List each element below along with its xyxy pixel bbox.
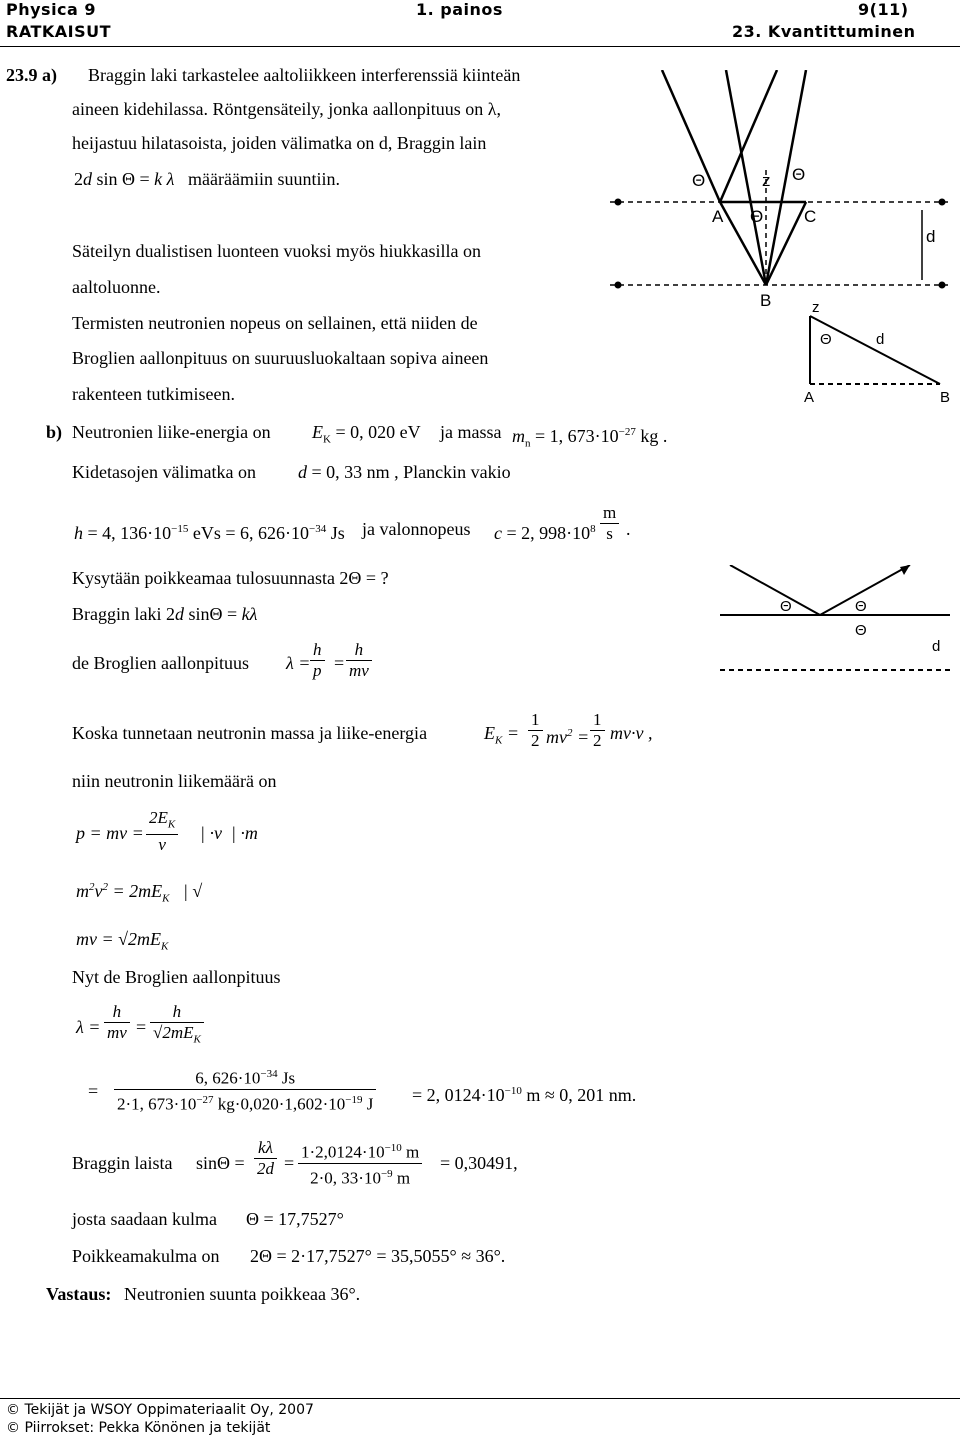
- text-line: ja valonnopeus: [362, 519, 471, 539]
- mv2: $mv^2$ =: [546, 727, 590, 747]
- text-line: Poikkeamakulma on: [72, 1246, 220, 1266]
- theta-value: Θ = 17,7527°: [246, 1209, 344, 1229]
- theta-label: Θ: [780, 598, 792, 615]
- kinetic-energy-value: $E_K = 0$, 020 eV: [312, 422, 421, 446]
- part-b-label: b): [46, 422, 63, 442]
- text-line: Koska tunnetaan neutronin massa ja liike-energia: [72, 723, 428, 743]
- ray-lines: [720, 565, 950, 670]
- planck-value: h = 4, $136\cdot 10^{-15}$ eVs = 6, $626\cdot 10^{-34}$ Js: [74, 523, 345, 543]
- theta-label: Θ: [855, 622, 867, 639]
- equals: =: [88, 1081, 99, 1101]
- sin-numeric-fraction: $\frac{1\cdot 2,0124\cdot 10^{-10} m}{2\cdot 0, 33\cdot 10^{-9} m}$: [298, 1138, 422, 1188]
- h-over-sqrt: h $√2mE_K$: [150, 1002, 204, 1049]
- half-2: $\frac{1}{2}$: [590, 710, 605, 751]
- lambda-result: = 2, $0124\cdot 10^{-10}$ m ≈ 0, 201 nm.: [412, 1085, 637, 1105]
- text-line: Säteilyn dualistisen luonteen vuoksi myös hiukkasilla on: [72, 241, 481, 261]
- d-label: d: [876, 331, 885, 348]
- text-line: Termisten neutronien nopeus on sellainen, että niiden de: [72, 313, 478, 333]
- ray-lines: [662, 70, 806, 285]
- unit-m-per-s: $\frac{m}{s}$: [600, 503, 619, 544]
- footer-rule: [0, 1398, 960, 1399]
- half-1: $\frac{1}{2}$: [528, 710, 543, 751]
- text-line: Kidetasojen välimatka on: [72, 462, 256, 482]
- arrowhead: [900, 565, 910, 575]
- question-line: Kysytään poikkeamaa tulosuunnasta 2Θ = ?: [72, 568, 389, 588]
- z-label: z: [762, 171, 771, 190]
- m2v2-eq: $m^2v^2 = 2mE_K$ | √: [76, 881, 203, 905]
- d-label: d: [932, 638, 941, 655]
- equals: =: [284, 1153, 295, 1173]
- text-line: aaltoluonne.: [72, 277, 161, 297]
- text-line: josta saadaan kulma: [72, 1209, 217, 1229]
- spacing-value: d = 0, 33 nm , Planckin vakio: [298, 462, 511, 482]
- chapter-label: 23. Kvantittuminen: [732, 22, 916, 41]
- klambda-over-2d: $\frac{k\lambda}{2d}$: [254, 1138, 277, 1179]
- light-speed-value: c = 2, $998\cdot 10^8$: [494, 523, 596, 543]
- p-eq: p = mv =: [76, 823, 144, 843]
- header-rule: [0, 46, 960, 47]
- text-line: Broglien aallonpituus on suuruusluokaltaan sopiva aineen: [72, 348, 489, 368]
- equals: =: [334, 653, 345, 673]
- equals: =: [136, 1017, 147, 1037]
- point-a-label: A: [804, 389, 815, 406]
- h-over-p: $\frac{h}{p}$: [310, 640, 325, 681]
- text-line: ja massa: [440, 422, 502, 442]
- theta-label: Θ: [792, 165, 806, 184]
- sin-result: = 0,30491,: [440, 1153, 518, 1173]
- bragg-formula-inline: 2d sin Θ = k λ: [74, 169, 175, 189]
- text-line: määräämiin suuntiin.: [188, 169, 340, 189]
- bragg-law-line: Braggin laki 2d sinΘ = kλ: [72, 604, 258, 624]
- text-line: Braggin laista: [72, 1153, 173, 1173]
- text-line: aineen kidehilassa. Röntgensäteily, jonka aallonpituus on λ,: [72, 99, 501, 119]
- triangle-lines: [810, 316, 940, 384]
- text-line: de Broglien aallonpituus: [72, 653, 249, 673]
- answer-label: Vastaus:: [46, 1284, 112, 1304]
- period: .: [626, 519, 631, 539]
- edition: 1. painos: [416, 0, 503, 19]
- theta-label: Θ: [692, 171, 706, 190]
- neutron-mass-value: $m_n = 1$, $673\cdot 10^{-27}$ kg .: [512, 426, 668, 450]
- reflection-figure: [700, 565, 960, 705]
- text-line: Neutronien liike-energia on: [72, 422, 271, 442]
- answer-text: Neutronien suunta poikkeaa 36°.: [124, 1284, 361, 1304]
- fig1-labels: [692, 165, 935, 310]
- h-over-mv-2: $\frac{h}{mv}$: [104, 1002, 130, 1043]
- h-over-mv: $\frac{h}{mv}$: [346, 640, 372, 681]
- copyright-line: © Tekijät ja WSOY Oppimateriaalit Oy, 2007: [6, 1402, 314, 1418]
- theta-label: Θ: [820, 331, 832, 348]
- sin-eq: sinΘ =: [196, 1153, 245, 1173]
- 2ek-over-v: $\frac{2E_K}{v}$: [146, 808, 178, 855]
- copyright-line: © Piirrokset: Pekka Könönen ja tekijät: [6, 1420, 271, 1436]
- point-b-label: B: [940, 389, 951, 406]
- problem-number: 23.9 a): [6, 65, 57, 85]
- ek-eq: $E_K$ =: [484, 723, 519, 747]
- text-line: rakenteen tutkimiseen.: [72, 384, 235, 404]
- z-label: z: [812, 299, 820, 316]
- text-line: heijastuu hilatasoista, joiden välimatka on d, Braggin lain: [72, 133, 487, 153]
- page-number: 9(11): [858, 0, 909, 19]
- point-a-label: A: [712, 207, 724, 226]
- mv-sqrt-eq: mv = $√2mE_K$: [76, 929, 169, 953]
- point-b-label: B: [760, 291, 772, 310]
- lambda-eq: λ =: [286, 653, 311, 673]
- lambda-eq-2: λ =: [76, 1017, 101, 1037]
- theta-label: Θ: [750, 207, 764, 226]
- bragg-triangle-figure: [790, 298, 960, 408]
- book-title: Physica 9: [6, 0, 97, 19]
- theta-label: Θ: [855, 598, 867, 615]
- lattice-planes: [610, 170, 950, 285]
- times-v-m: | ·v | ·m: [200, 823, 258, 843]
- mv-v: mv·v ,: [610, 723, 653, 743]
- section-label: RATKAISUT: [6, 22, 112, 41]
- deflection-value: 2Θ = 2·17,7527° = 35,5055° ≈ 36°.: [250, 1246, 506, 1266]
- point-c-label: C: [804, 207, 817, 226]
- text-line: Nyt de Broglien aallonpituus: [72, 967, 281, 987]
- text-line: niin neutronin liikemäärä on: [72, 771, 277, 791]
- fig2-labels: [804, 299, 950, 406]
- text-line: Braggin laki tarkastelee aaltoliikkeen interferenssiä kiinteän: [88, 65, 521, 85]
- numeric-fraction: $\frac{6, 626\cdot 10^{-34} Js}{2\cdot 1, 673\cdot 10^{-27} kg\cdot 0,020\cdot 1,602\cdot 10^{-19} J}$: [114, 1064, 376, 1114]
- d-label: d: [926, 227, 936, 246]
